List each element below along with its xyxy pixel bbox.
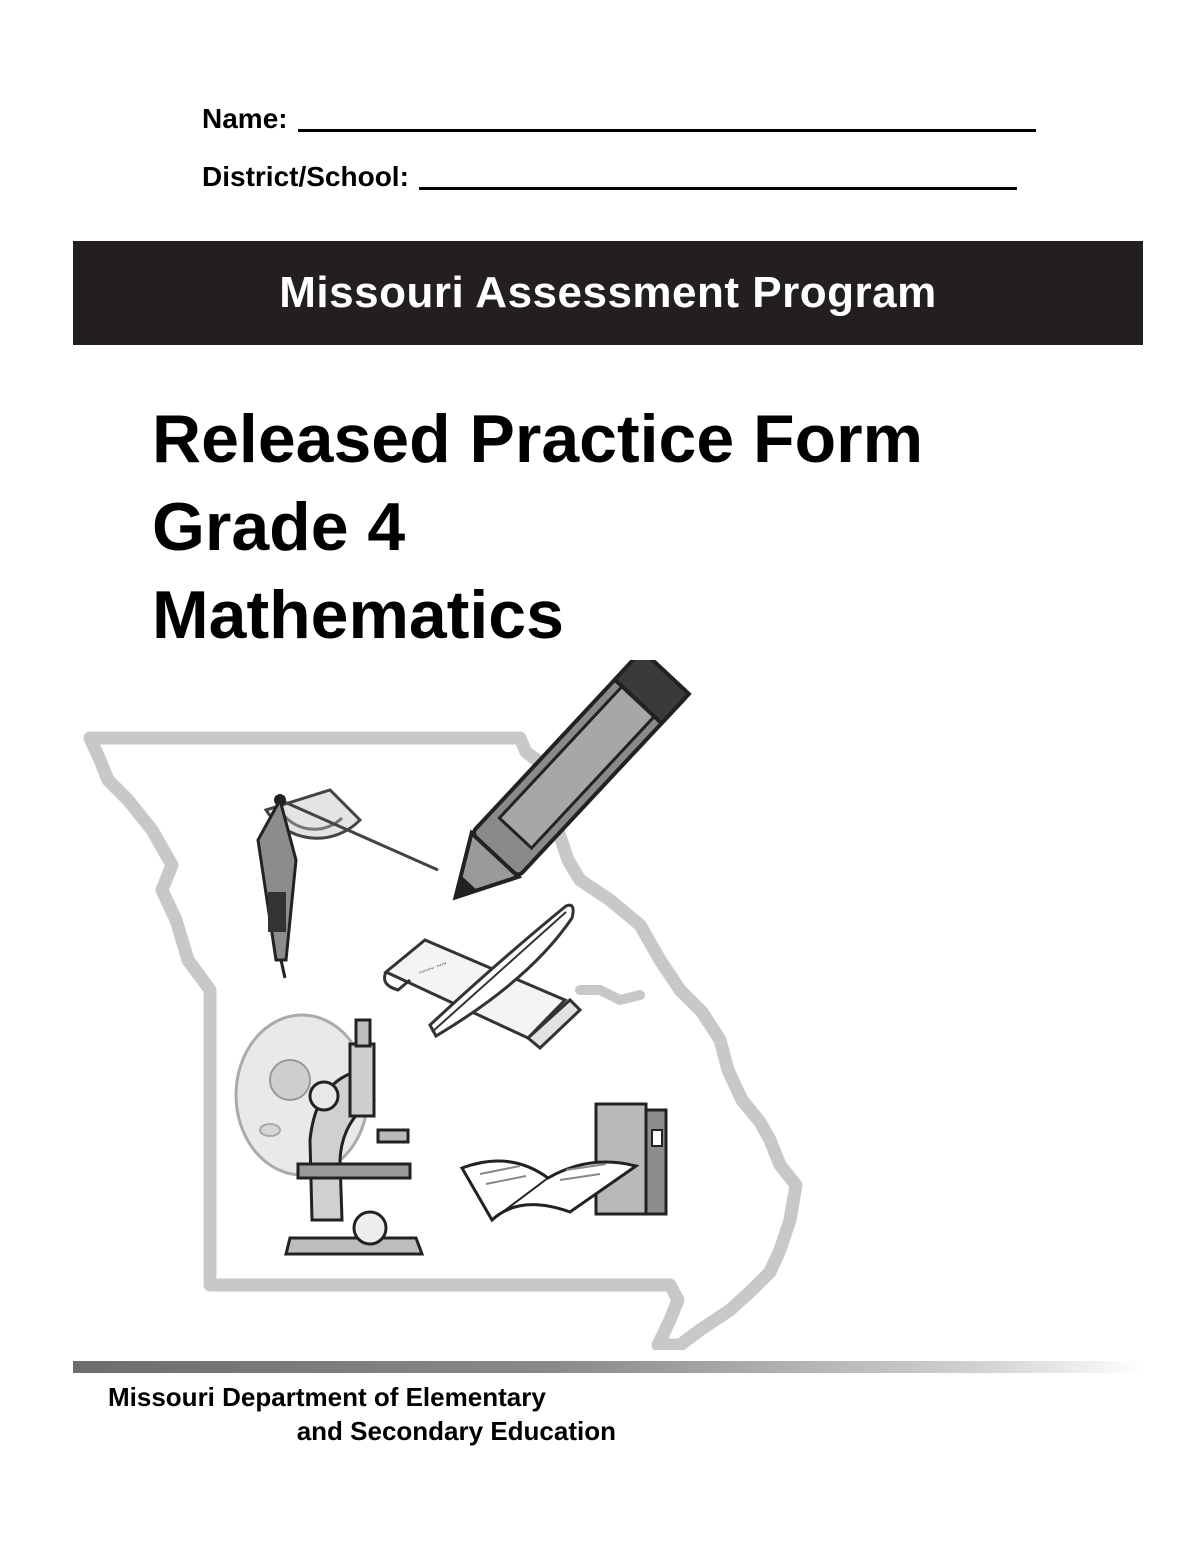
svg-text:~~~ ~~: ~~~ ~~ — [417, 958, 449, 979]
scroll-quill-icon — [385, 905, 581, 1048]
district-school-input-line[interactable] — [419, 187, 1017, 190]
title-line-form: Released Practice Form — [152, 401, 924, 477]
title-line-grade: Grade 4 — [152, 489, 406, 565]
footer-organization — [108, 1380, 616, 1448]
banner-title: Missouri Assessment Program — [279, 268, 937, 317]
footer-divider — [73, 1361, 1143, 1373]
missouri-map-icon — [90, 738, 796, 1345]
district-field-row — [202, 162, 1017, 192]
footer-org-line2: and Secondary Education — [296, 1416, 616, 1446]
name-field-row — [202, 104, 1036, 134]
book-icon — [462, 1104, 666, 1220]
district-school-label: District/School: — [202, 161, 409, 192]
name-input-line[interactable] — [298, 129, 1036, 132]
cover-illustration — [80, 660, 810, 1350]
title-line-subject: Mathematics — [152, 577, 564, 653]
document-title — [152, 395, 923, 659]
program-banner — [73, 241, 1143, 345]
pencil-icon — [432, 660, 689, 919]
footer-org-line1: Missouri Department of Elementary — [108, 1382, 546, 1412]
name-label: Name: — [202, 103, 288, 134]
